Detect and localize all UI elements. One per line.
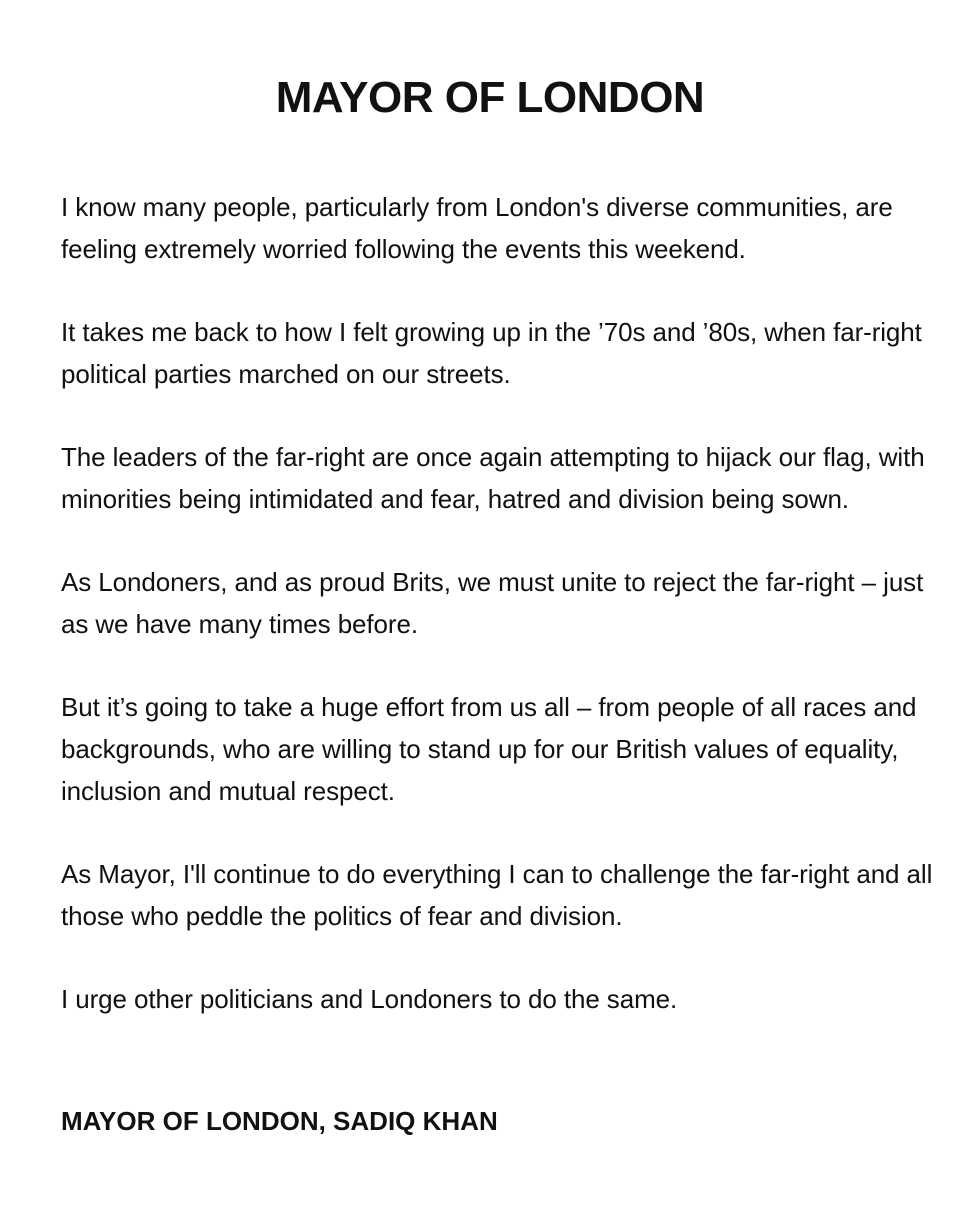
- paragraph-7: I urge other politicians and Londoners to do the same.: [61, 984, 678, 1014]
- paragraph-1: I know many people, particularly from London's diverse communities, are feeling extremely worried following the events this weekend.: [61, 192, 893, 264]
- paragraph-5: But it’s going to take a huge effort from us all – from people of all races and backgrounds, who are willing to stand up for our British values of equality, inclusion and mutual respect.: [61, 692, 917, 806]
- paragraph-4: As Londoners, and as proud Brits, we must unite to reject the far-right – just as we have many times before.: [61, 567, 924, 639]
- statement-body: [61, 186, 941, 1061]
- paragraph-6: As Mayor, I'll continue to do everything I can to challenge the far-right and all those who peddle the politics of fear and division.: [61, 859, 933, 931]
- page-title: MAYOR OF LONDON: [275, 73, 705, 122]
- paragraph-2: It takes me back to how I felt growing up in the ’70s and ’80s, when far-right political parties marched on our streets.: [61, 317, 922, 389]
- signature: MAYOR OF LONDON, SADIQ KHAN: [61, 1106, 498, 1136]
- paragraph-3: The leaders of the far-right are once again attempting to hijack our flag, with minorities being intimidated and fear, hatred and division being sown.: [61, 442, 925, 514]
